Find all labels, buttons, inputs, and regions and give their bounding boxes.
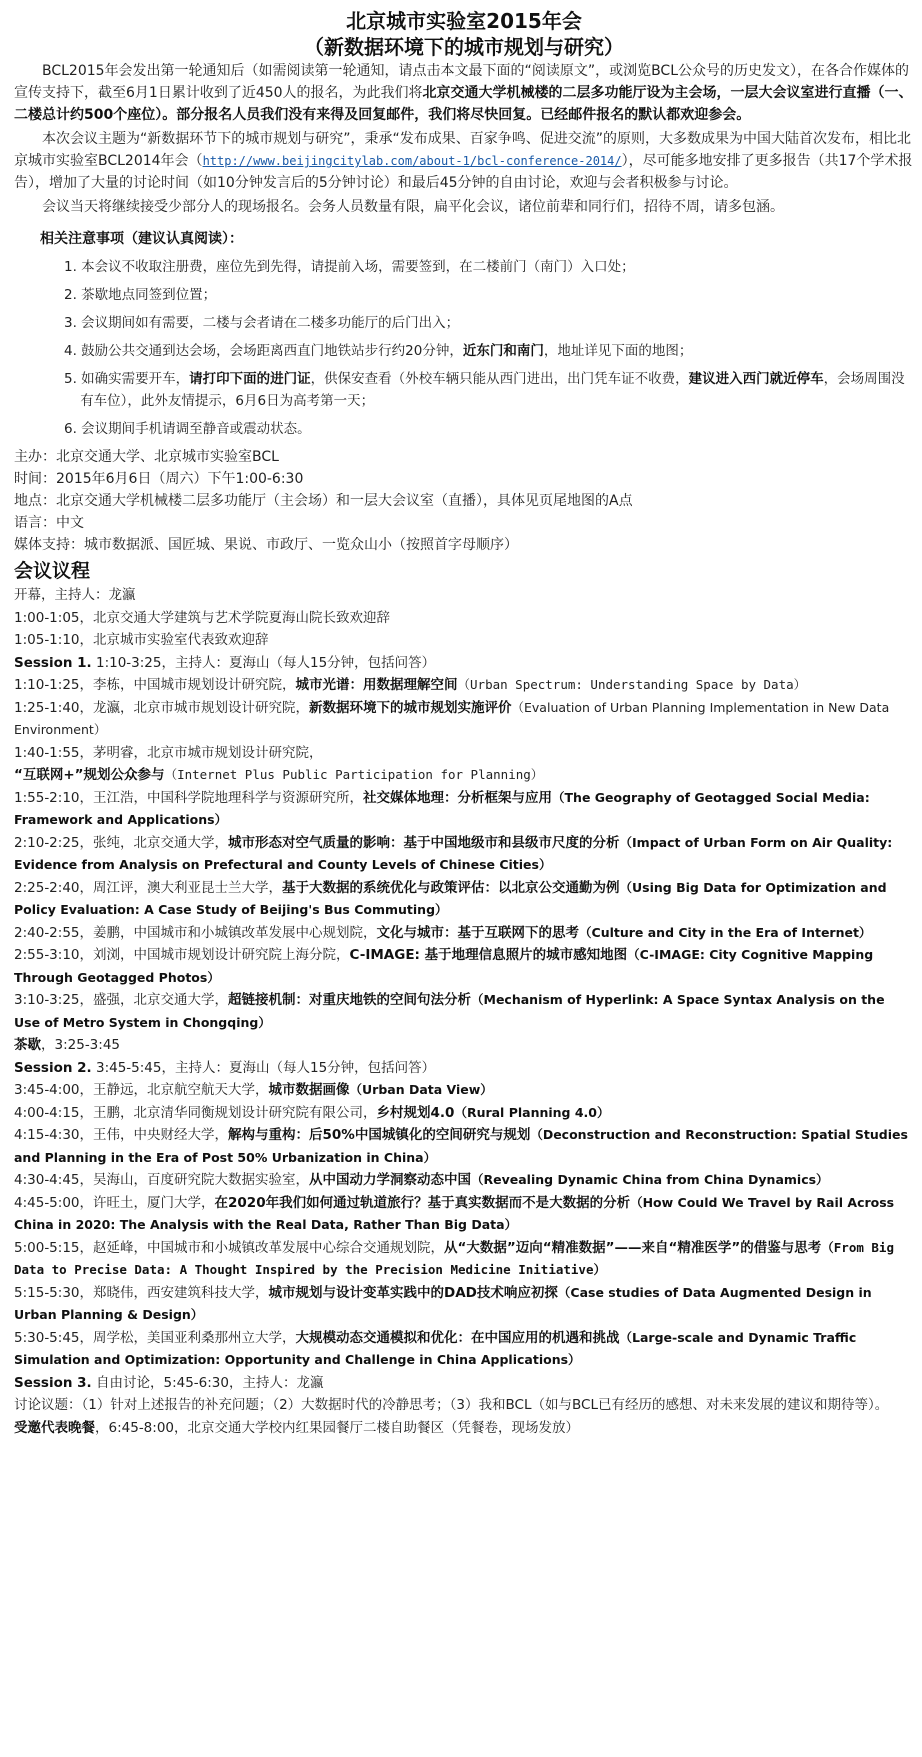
info-language: 语言：中文 — [14, 515, 84, 531]
talk-item: 2:40-2:55，姜鹏，中国城市和小城镇改革发展中心规划院，文化与城市：基于互联网下的思考（Culture and City in the Era of Internet） — [14, 924, 872, 941]
info-media: 媒体支持：城市数据派、国匠城、果说、市政厅、一览众山小（按照首字母顺序） — [14, 537, 518, 553]
intro-paragraph-1: BCL2015年会发出第一轮通知后（如需阅读第一轮通知，请点击本文最下面的“阅读原文”，或浏览BCL公众号的历史发文），在各合作媒体的宣传支持下，截至6月1日累计收到了近450人的报名，为此我们将北京交通大学机械楼的二层多功能厅设为主会场，一层大会议室进行直播（一、二楼总计约500个座位）。部分报名人员我们没有来得及回复邮件，我们将尽快回复。已经邮件报名的默认都欢迎参会。 — [14, 63, 913, 123]
talk-item: 1:10-1:25，李栋，中国城市规划设计研究院，城市光谱：用数据理解空间（Urban Spectrum: Understanding Space by Data） — [14, 677, 807, 693]
session-1-header: Session 1. 1:10-3:25，主持人：夏海山（每人15分钟，包括问答） — [14, 654, 436, 671]
talk-item: 2:10-2:25，张纯，北京交通大学，城市形态对空气质量的影响：基于中国地级市和县级市尺度的分析（Impact of Urban Form on Air Quality: Evidence from Analysis on Prefectural and County Levels of Chinese Cities） — [14, 834, 893, 872]
session-2-header: Session 2. 3:45-5:45，主持人：夏海山（每人15分钟，包括问答） — [14, 1059, 436, 1076]
talk-item: 1:40-1:55，茅明睿，北京市城市规划设计研究院， “互联网+”规划公众参与（Internet Plus Public Participation for Planning） — [14, 744, 544, 783]
note-item-5: 5. 如确实需要开车，请打印下面的进门证，供保安查看（外校车辆只能从西门进出，出门凭车证不收费，建议进入西门就近停车，会场周围没有车位），此外友情提示，6月6日为高考第一天； — [64, 371, 905, 409]
title-line-2: （新数据环境下的城市规划与研究） — [304, 35, 624, 59]
session-3-header: Session 3. 自由讨论，5:45-6:30，主持人：龙瀛 — [14, 1374, 324, 1391]
note-item-6: 6. 会议期间手机请调至静音或震动状态。 — [64, 421, 311, 437]
notes-heading: 相关注意事项（建议认真阅读）： — [40, 231, 243, 247]
intro-paragraph-3: 会议当天将继续接受少部分人的现场报名。会务人员数量有限，扁平化会议，诸位前辈和同行们，招待不周，请多包涵。 — [42, 199, 784, 215]
talk-item: 2:25-2:40，周江评，澳大利亚昆士兰大学，基于大数据的系统优化与政策评估：以北京公交通勤为例（Using Big Data for Optimization and Policy Evaluation: A Case Study of Beijing's Bus Commuting） — [14, 879, 887, 917]
talk-item: 5:15-5:30，郑晓伟，西安建筑科技大学，城市规划与设计变革实践中的DAD技术响应初探（Case studies of Data Augmented Design in Urban Planning & Design） — [14, 1284, 872, 1322]
talk-item: 5:30-5:45，周学松，美国亚利桑那州立大学，大规模动态交通模拟和优化：在中国应用的机遇和挑战（Large-scale and Dynamic Traffic Simulation and Optimization: Opportunity and Challenge in China Applications） — [14, 1329, 857, 1367]
talk-item: 5:00-5:15，赵延峰，中国城市和小城镇改革发展中心综合交通规划院，从“大数据”迈向“精准数据”——来自“精准医学”的借鉴与思考（From Big Data to Precise Data: A Thought Inspired by the Precision Medicine Initiative） — [14, 1239, 894, 1277]
note-item-1: 1. 本会议不收取注册费，座位先到先得，请提前入场，需要签到，在二楼前门（南门）入口处； — [64, 259, 635, 275]
note-item-2: 2. 茶歇地点同签到位置； — [64, 287, 217, 303]
talk-item: 1:55-2:10，王江浩，中国科学院地理科学与资源研究所，社交媒体地理：分析框架与应用（The Geography of Geotagged Social Media: Framework and Applications） — [14, 789, 870, 827]
intro-paragraph-2: 本次会议主题为“新数据环节下的城市规划与研究”，秉承“发布成果、百家争鸣、促进交流”的原则，大多数成果为中国大陆首次发布，相比北京城市实验室BCL2014年会（http://www.beijingcitylab.com/about-1/bcl-conference-2014/），尽可能多地安排了更多报告（共17个学术报告），增加了大量的讨论时间（如10分钟发言后的5分钟讨论）和最后45分钟的自由讨论，欢迎与会者积极参与讨论。 — [14, 131, 913, 191]
talk-item: 4:30-4:45，吴海山，百度研究院大数据实验室，从中国动力学洞察动态中国（Revealing Dynamic China from China Dynamics） — [14, 1172, 829, 1188]
talk-item: 4:15-4:30，王伟，中央财经大学，解构与重构：后50%中国城镇化的空间研究与规划（Deconstruction and Reconstruction: Spatial Studies and Planning in the Era of Post 50% Urbanization in China） — [14, 1127, 908, 1165]
info-time: 时间：2015年6月6日（周六）下午1:00-6:30 — [14, 471, 304, 487]
page-title — [14, 8, 914, 60]
agenda-item: 1:05-1:10，北京城市实验室代表致欢迎辞 — [14, 632, 269, 648]
note-item-4: 4. 鼓励公共交通到达会场，会场距离西直门地铁站步行约20分钟，近东门和南门，地址详见下面的地图； — [64, 343, 693, 359]
talk-item: 4:45-5:00，许旺土，厦门大学，在2020年我们如何通过轨道旅行？基于真实数据而不是大数据的分析（How Could We Travel by Rail Across China in 2020: The Analysis with the Real Data, Rather Than Big Data） — [14, 1194, 895, 1232]
title-line-1: 北京城市实验室2015年会 — [346, 9, 582, 33]
agenda-opening: 开幕，主持人：龙瀛 — [14, 587, 136, 603]
info-host: 主办：北京交通大学、北京城市实验室BCL — [14, 449, 279, 465]
talk-item: 3:10-3:25，盛强，北京交通大学，超链接机制：对重庆地铁的空间句法分析（Mechanism of Hyperlink: A Space Syntax Analysis on the Use of Metro System in Chongqing） — [14, 992, 885, 1030]
agenda-item: 1:00-1:05，北京交通大学建筑与艺术学院夏海山院长致欢迎辞 — [14, 609, 391, 626]
intro-bold-notice: 北京交通大学机械楼的二层多功能厅设为主会场，一层大会议室进行直播（一、二楼总计约500个座位）。部分报名人员我们没有来得及回复邮件，我们将尽快回复。已经邮件报名的默认都欢迎参会。 — [14, 85, 913, 123]
talk-item: 4:00-4:15，王鹏，北京清华同衡规划设计研究院有限公司，乡村规划4.0（Rural Planning 4.0） — [14, 1104, 610, 1121]
talk-item: 1:25-1:40，龙瀛，北京市城市规划设计研究院，新数据环境下的城市规划实施评价（Evaluation of Urban Planning Implementation in New Data Environment） — [14, 699, 890, 737]
note-item-3: 3. 会议期间如有需要，二楼与会者请在二楼多功能厅的后门出入； — [64, 315, 460, 331]
dinner-info: 受邀代表晚餐，6:45-8:00，北京交通大学校内红果园餐厅二楼自助餐区（凭餐卷，现场发放） — [14, 1419, 580, 1436]
agenda-heading: 会议议程 — [14, 560, 91, 582]
discussion-topics: 讨论议题：（1）针对上述报告的补充问题；（2）大数据时代的冷静思考；（3）我和BCL（如与BCL已有经历的感想、对未来发展的建议和期待等）。 — [14, 1397, 889, 1413]
info-place: 地点：北京交通大学机械楼二层多功能厅（主会场）和一层大会议室（直播），具体见页尾地图的A点 — [14, 493, 633, 509]
talk-item: 2:55-3:10，刘浏，中国城市规划设计研究院上海分院，C-IMAGE: 基于地理信息照片的城市感知地图（C-IMAGE: City Cognitive Mapping Through Geotagged Photos） — [14, 947, 874, 985]
tea-break: 茶歇，3:25-3:45 — [14, 1037, 121, 1053]
bcl2014-link[interactable]: http://www.beijingcitylab.com/about-1/bcl-conference-2014/ — [202, 154, 622, 168]
talk-item: 3:45-4:00，王静远，北京航空航天大学，城市数据画像（Urban Data View） — [14, 1082, 493, 1098]
